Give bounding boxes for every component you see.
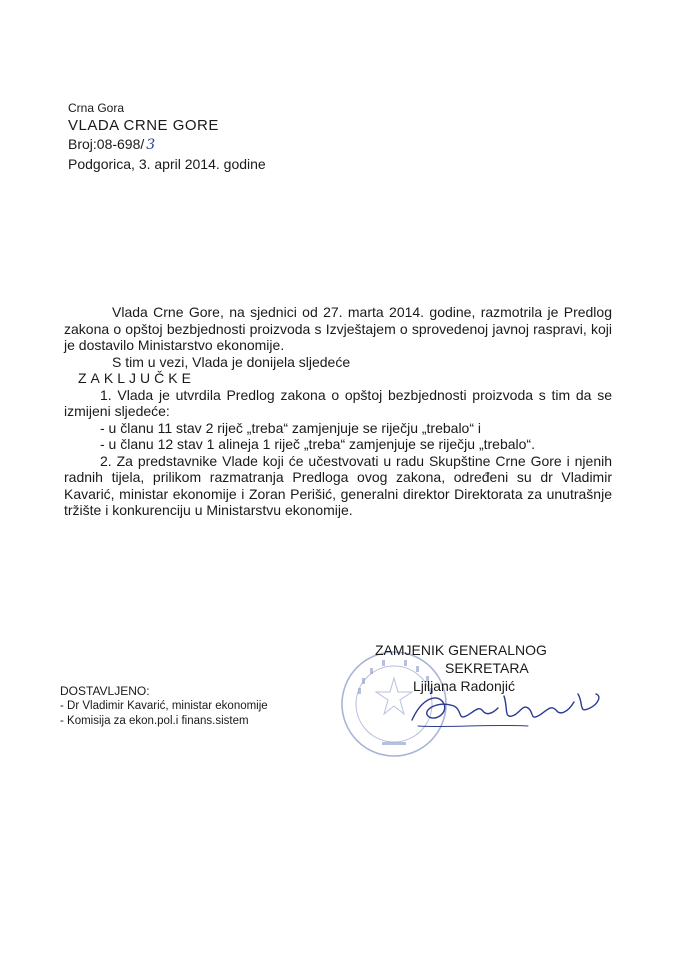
reference-label: Broj:08-698/ <box>68 136 145 152</box>
conclusion-item-1-amendment-b: - u članu 12 stav 1 alineja 1 riječ „treba“ zamjenjuje se riječju „trebalo“. <box>100 436 535 452</box>
handwritten-signature <box>408 676 608 736</box>
signatory-title-line2: SEKRETARA <box>445 660 529 676</box>
conclusion-item-1: 1. Vlada je utvrdila Predlog zakona o opštoj bezbjednosti proizvoda s tim da se izmijeni sljedeće: <box>64 386 612 419</box>
handwritten-reference-number: 3 <box>146 137 156 153</box>
conclusion-item-2: 2. Za predstavnike Vlade koji će učestvovati u radu Skupštine Crne Gore i njenih radnih tijela, prilikom razmatranja Predloga ovog zakona, određeni su dr Vladimir Kavarić, ministar ekonomije i Zoran Perišić, generalni direktor Direktorata za unutrašnje tržište i konkurenciju u Ministarstvu ekonomije. <box>64 452 612 518</box>
conclusions-heading: ZAKLJUČKE <box>78 370 195 386</box>
document-body <box>64 304 612 519</box>
country-name: Crna Gora <box>68 101 125 115</box>
distribution-title: DOSTAVLJENO: <box>60 684 150 698</box>
distribution-item: - Dr Vladimir Kavarić, ministar ekonomije <box>60 700 268 712</box>
signatory-title-line1: ZAMJENIK GENERALNOG <box>375 642 547 658</box>
lead-paragraph: S tim u vezi, Vlada je donijela sljedeće <box>112 353 351 370</box>
reference-number <box>68 135 266 155</box>
conclusion-item-1-amendment-a: - u članu 11 stav 2 riječ „treba“ zamjenjuje se riječju „trebalo“ i <box>100 419 482 436</box>
document-date: Podgorica, 3. april 2014. godine <box>68 156 266 172</box>
distribution-list <box>60 684 268 729</box>
signatory-name: Ljiljana Radonjić <box>413 678 515 694</box>
government-name: VLADA CRNE GORE <box>68 117 219 134</box>
distribution-item: - Komisija za ekon.pol.i finans.sistem <box>60 715 249 727</box>
intro-paragraph: Vlada Crne Gore, na sjednici od 27. marta 2014. godine, razmotrila je Predlog zakona o opštoj bezbjednosti proizvoda s Izvještajem o sprovedenoj javnoj raspravi, koji je dostavilo Ministarstvo ekonomije. <box>64 304 612 353</box>
document-header <box>68 100 266 174</box>
